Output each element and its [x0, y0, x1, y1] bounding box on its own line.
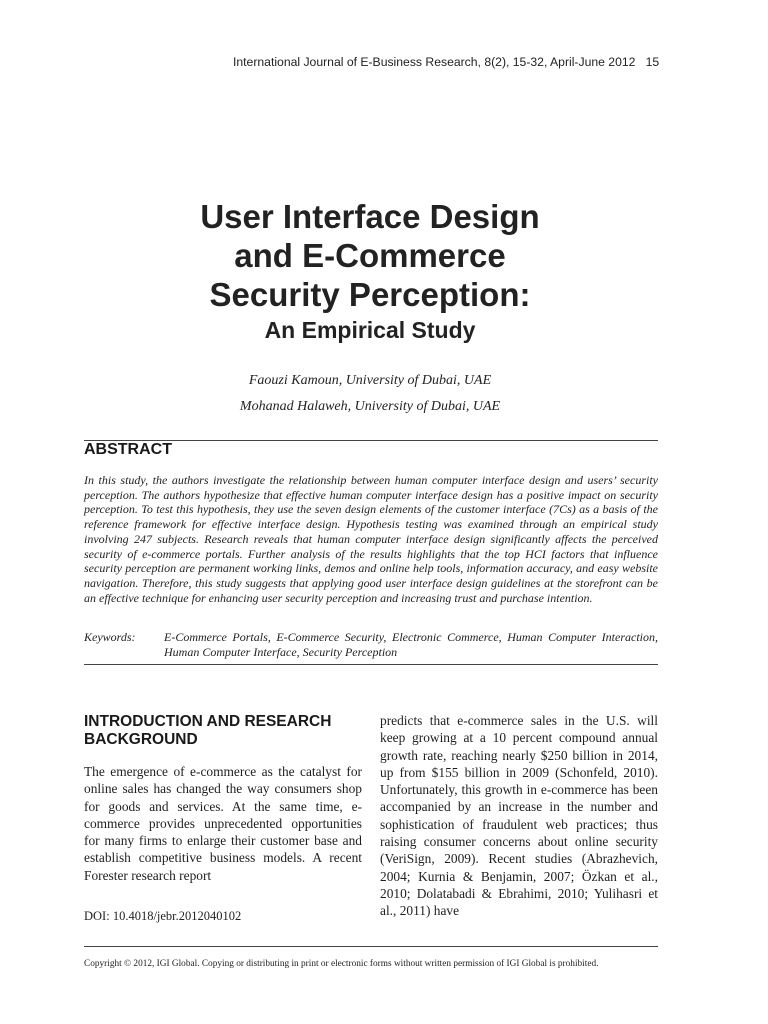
copyright-notice: Copyright © 2012, IGI Global. Copying or distributing in print or electronic forms without written permission of IGI Global is prohibited. [84, 959, 599, 969]
paper-subtitle: An Empirical Study [264, 317, 476, 343]
author-list [84, 368, 656, 420]
page-number: 15 [645, 55, 660, 69]
paper-title [84, 197, 656, 345]
footer-rule [84, 946, 658, 947]
abstract-bottom-rule [84, 664, 658, 665]
abstract-heading: ABSTRACT [84, 441, 172, 458]
doi: DOI: 10.4018/jebr.2012040102 [84, 909, 242, 923]
body-column-left: The emergence of e-commerce as the catalyst for online sales has changed the way consumers shop for goods and services. At the same time, e-commerce provides unprecedented opportunities for many firms to enlarge their customer base and establish competitive business models. A recent Forester research report [84, 764, 362, 883]
body-column-right: predicts that e-commerce sales in the U.S. will keep growing at a 10 percent compound annual growth rate, reaching nearly $250 billion in 2014, up from $155 billion in 2009 (Schonfeld, 2010). Unfortunately, this growth in e-commerce has been accompanied by an increase in the number and sophistication of fraudulent web practices; thus raising consumer concerns about online security (VeriSign, 2009). Recent studies (Abrazhevich, 2004; Kurnia & Benjamin, 2007; Özkan et al., 2010; Dolatabadi & Ebrahimi, 2010; Yulihasri et al., 2011) have [380, 713, 658, 919]
abstract-text: In this study, the authors investigate the relationship between human computer interface design and users’ security perception. The authors hypothesize that effective human computer interface design has a positive impact on security perception. To test this hypothesis, they use the seven design elements of the customer interface (7Cs) as a basis of the reference framework for effective interface design. Hypothesis testing was examined through an empirical study involving 247 subjects. Research reveals that human computer interface design significantly affects the perceived security of e-commerce portals. Further analysis of the results highlights that the top HCI factors that influence security perception are permanent working links, demos and online help tools, information accuracy, and easy website navigation. Therefore, this study suggests that applying good user interface design guidelines at the storefront can be an effective technique for enhancing user security perception and increasing trust and purchase intention. [84, 473, 658, 605]
keywords-text: E-Commerce Portals, E-Commerce Security, Electronic Commerce, Human Computer Interaction, Human Computer Interface, Security Perception [164, 630, 658, 659]
author-2: Mohanad Halaweh, University of Dubai, UAE [239, 399, 501, 414]
introduction-heading: INTRODUCTION AND RESEARCH BACKGROUND [84, 713, 332, 748]
title-line-1: User Interface Design [200, 198, 540, 235]
author-1: Faouzi Kamoun, University of Dubai, UAE [248, 373, 492, 388]
running-header [233, 55, 663, 69]
title-line-3: Security Perception: [209, 276, 531, 313]
title-line-2: and E-Commerce [234, 237, 506, 274]
keywords [84, 630, 658, 659]
journal-citation: International Journal of E-Business Research, 8(2), 15-32, April-June 2012 [233, 55, 636, 69]
keywords-label: Keywords: [84, 630, 136, 644]
